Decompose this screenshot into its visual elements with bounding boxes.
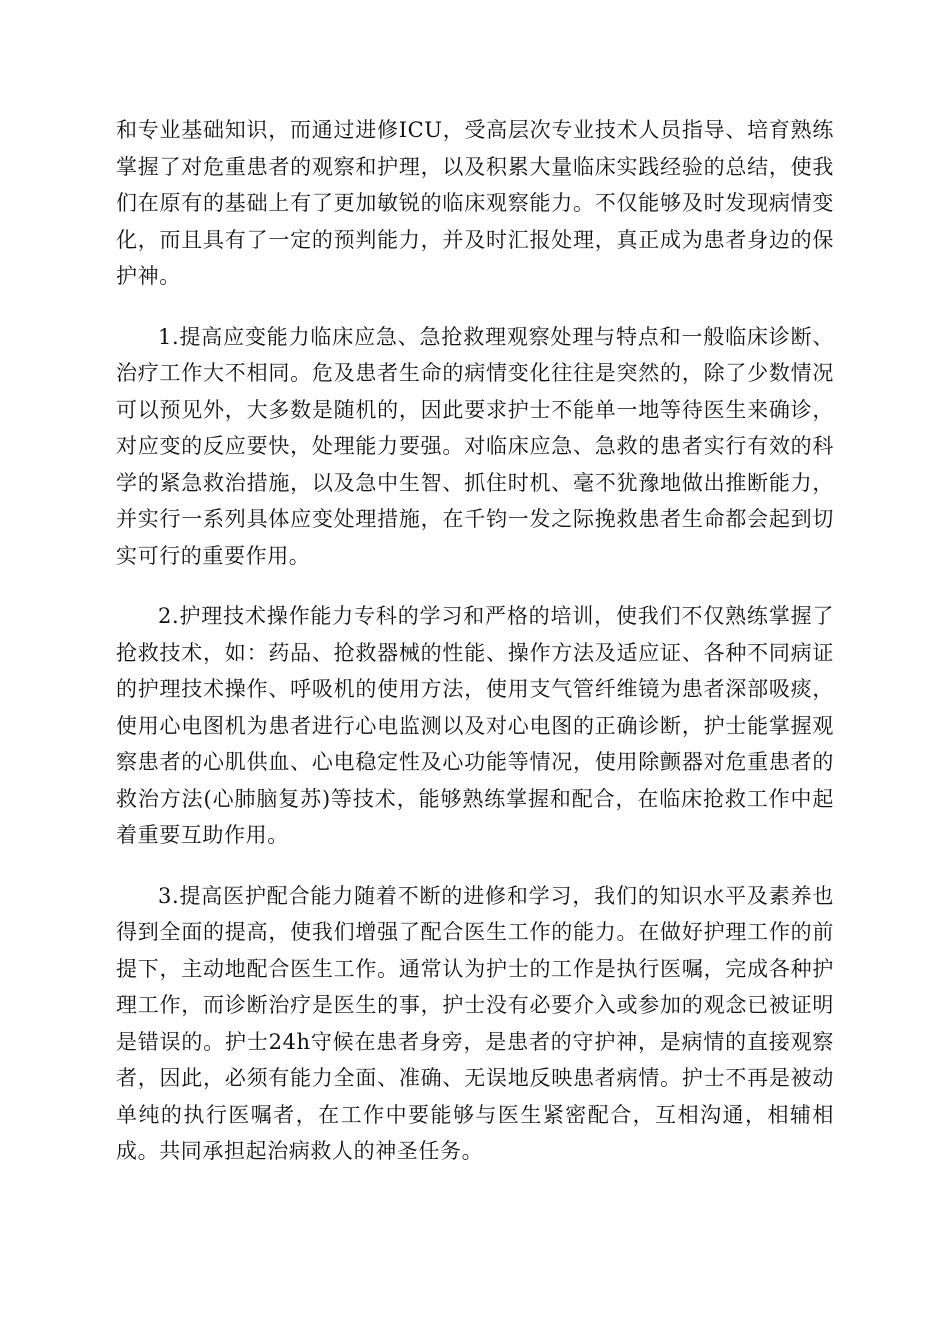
paragraph-doctor-nurse-cooperation: 3.提高医护配合能力随着不断的进修和学习，我们的知识水平及素养也得到全面的提高，使我们增强了配合医生工作的能力。在做好护理工作的前提下，主动地配合医生工作。通常认为护士的工作是执行医嘱，完成各种护理工作，而诊断治疗是医生的事，护士没有必要介入或参加的观念已被证明是错误的。护士24h守候在患者身旁，是患者的守护神，是病情的直接观察者，因此，必须有能力全面、准确、无误地反映患者病情。护士不再是被动单纯的执行医嘱者，在工作中要能够与医生紧密配合，互相沟通，相辅相成。共同承担起治病救人的神圣任务。 [116, 883, 834, 1163]
paragraph-continuation: 和专业基础知识，而通过进修ICU，受高层次专业技术人员指导、培育熟练掌握了对危重患者的观察和护理，以及积累大量临床实践经验的总结，使我们在原有的基础上有了更加敏锐的临床观察能力。不仅能够及时发现病情变化，而且具有了一定的预判能力，并及时汇报处理，真正成为患者身边的保护神。 [116, 118, 834, 288]
document-body [116, 112, 834, 1194]
paragraph-adaptability: 1.提高应变能力临床应急、急抢救理观察处理与特点和一般临床诊断、治疗工作大不相同。危及患者生命的病情变化往往是突然的，除了少数情况可以预见外，大多数是随机的，因此要求护士不能单一地等待医生来确诊，对应变的反应要快，处理能力要强。对临床应急、急救的患者实行有效的科学的紧急救治措施，以及急中生智、抓住时机、毫不犹豫地做出推断能力，并实行一系列具体应变处理措施，在千钧一发之际挽救患者生命都会起到切实可行的重要作用。 [116, 324, 834, 568]
paragraph-technical-skills: 2.护理技术操作能力专科的学习和严格的培训，使我们不仅熟练掌握了抢救技术，如：药品、抢救器械的性能、操作方法及适应证、各种不同病证的护理技术操作、呼吸机的使用方法，使用支气管纤维镜为患者深部吸痰，使用心电图机为患者进行心电监测以及对心电图的正确诊断，护士能掌握观察患者的心肌供血、心电稳定性及心功能等情况，使用除颤器对危重患者的救治方法(心肺脑复苏)等技术，能够熟练掌握和配合，在临床抢救工作中起着重要互助作用。 [116, 604, 834, 847]
